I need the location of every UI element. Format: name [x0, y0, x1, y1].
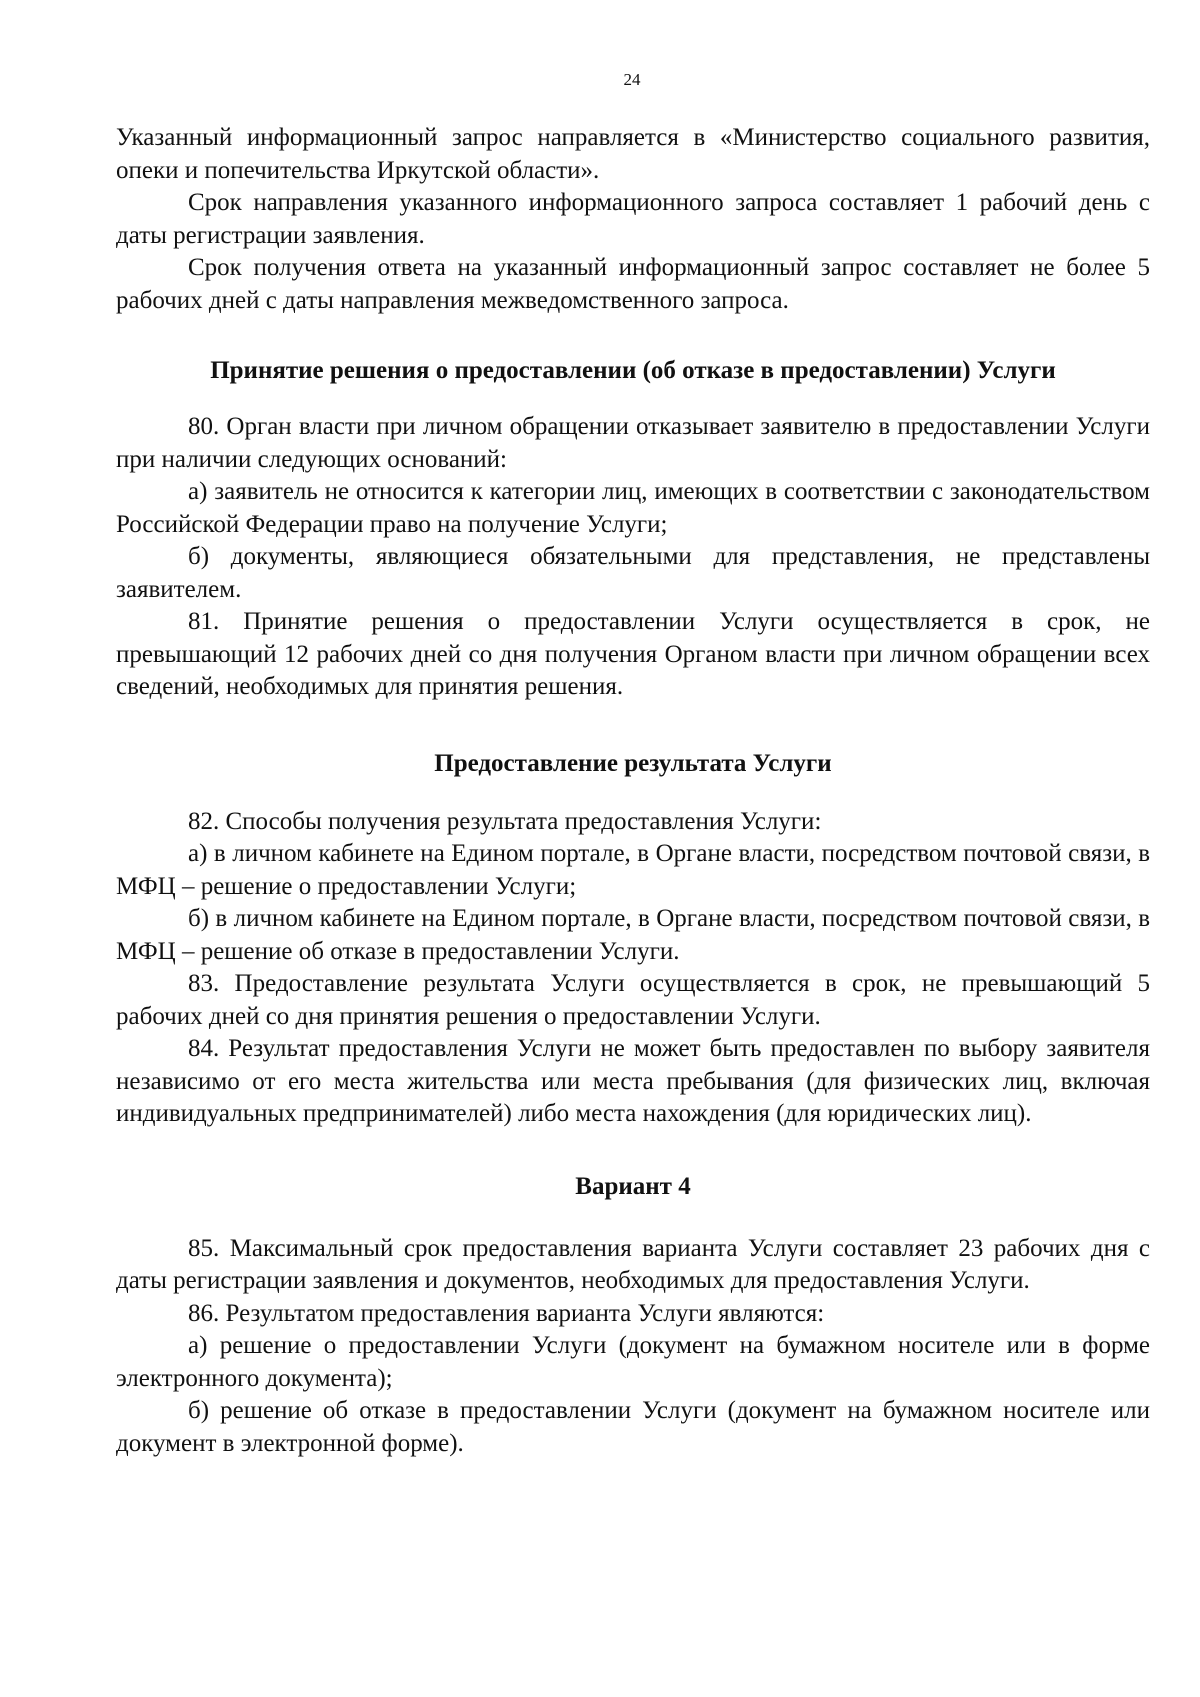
paragraph: а) решение о предоставлении Услуги (документ на бумажном носителе или в форме электронного документа); — [116, 1332, 1150, 1392]
paragraph: Срок получения ответа на указанный информационный запрос составляет не более 5 рабочих дней с даты направления межведомственного запроса. — [116, 254, 1150, 314]
paragraph: 80. Орган власти при личном обращении отказывает заявителю в предоставлении Услуги при наличии следующих оснований: — [116, 413, 1150, 473]
section-heading: Принятие решения о предоставлении (об отказе в предоставлении) Услуги — [210, 357, 1056, 384]
paragraph: Указанный информационный запрос направляется в «Министерство социального развития, опеки и попечительства Иркутской области». — [116, 124, 1150, 184]
paragraph: 82. Способы получения результата предоставления Услуги: — [188, 807, 822, 835]
paragraph: 81. Принятие решения о предоставлении Услуги осуществляется в срок, не превышающий 12 рабочих дней со дня получения Органом власти при личном обращении всех сведений, необходимых для принятия решения. — [116, 608, 1150, 700]
paragraph: б) решение об отказе в предоставлении Услуги (документ на бумажном носителе или документ в электронной форме). — [116, 1397, 1150, 1457]
section-heading: Предоставление результата Услуги — [434, 749, 832, 777]
page-number: 24 — [623, 70, 641, 89]
document-body — [116, 122, 1150, 1460]
paragraph: б) документы, являющиеся обязательными для представления, не представлены заявителем. — [116, 543, 1150, 603]
paragraph: а) заявитель не относится к категории лиц, имеющих в соответствии с законодательством Российской Федерации право на получение Услуги; — [116, 478, 1150, 538]
paragraph: 86. Результатом предоставления варианта Услуги являются: — [188, 1299, 825, 1327]
paragraph: 84. Результат предоставления Услуги не может быть предоставлен по выбору заявителя независимо от его места жительства или места пребывания (для физических лиц, включая индивидуальных предпринимателей) либо места нахождения (для юридических лиц). — [116, 1035, 1150, 1127]
paragraph: 85. Максимальный срок предоставления варианта Услуги составляет 23 рабочих дня с даты регистрации заявления и документов, необходимых для предоставления Услуги. — [116, 1234, 1150, 1294]
paragraph: Срок направления указанного информационного запроса составляет 1 рабочий день с даты регистрации заявления. — [116, 189, 1150, 249]
paragraph: б) в личном кабинете на Едином портале, в Органе власти, посредством почтовой связи, в МФЦ – решение об отказе в предоставлении Услуги. — [116, 905, 1150, 965]
paragraph: а) в личном кабинете на Едином портале, в Органе власти, посредством почтовой связи, в МФЦ – решение о предоставлении Услуги; — [116, 840, 1150, 900]
paragraph: 83. Предоставление результата Услуги осуществляется в срок, не превышающий 5 рабочих дней со дня принятия решения о предоставлении Услуги. — [116, 970, 1150, 1030]
section-heading: Вариант 4 — [575, 1172, 691, 1200]
